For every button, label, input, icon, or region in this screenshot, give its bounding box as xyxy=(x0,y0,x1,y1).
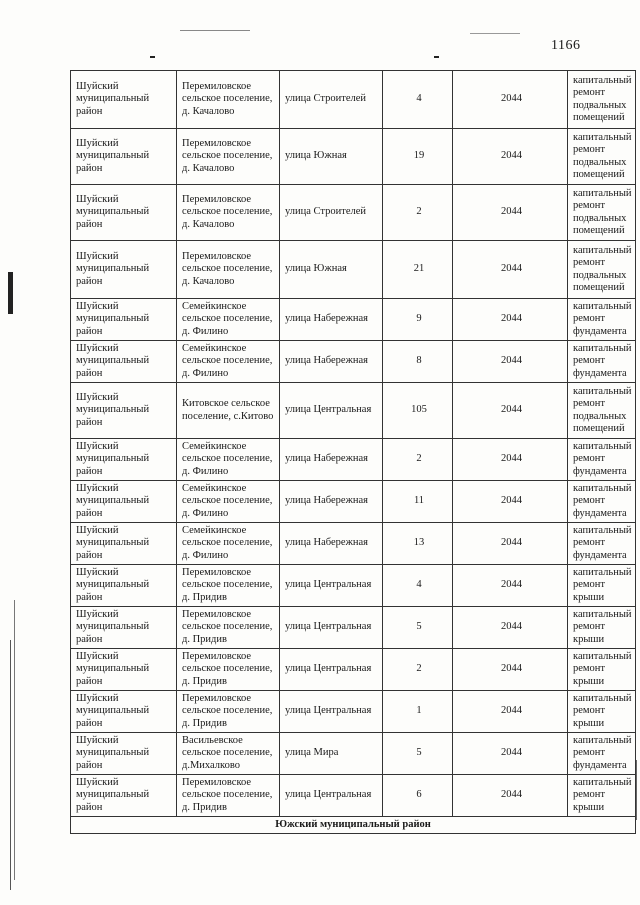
district-cell: Шуйский муниципальный район xyxy=(71,775,177,817)
settlement-cell: Перемиловское сельское поселение, д. Придив xyxy=(177,691,280,733)
house-number-cell: 4 xyxy=(383,565,453,607)
scan-mark-left-bar xyxy=(8,272,13,314)
table-row xyxy=(71,607,636,649)
year-cell: 2044 xyxy=(453,185,568,241)
work-type-cell: капитальный ремонт фундамента xyxy=(568,523,636,565)
house-number-cell: 6 xyxy=(383,775,453,817)
work-type-cell: капитальный ремонт подвальных помещений xyxy=(568,241,636,299)
table-row xyxy=(71,775,636,817)
street-cell: улица Набережная xyxy=(280,439,383,481)
house-number-cell: 8 xyxy=(383,341,453,383)
year-cell: 2044 xyxy=(453,341,568,383)
year-cell: 2044 xyxy=(453,383,568,439)
street-cell: улица Набережная xyxy=(280,299,383,341)
work-type-cell: капитальный ремонт фундамента xyxy=(568,299,636,341)
work-type-cell: капитальный ремонт фундамента xyxy=(568,439,636,481)
street-cell: улица Южная xyxy=(280,129,383,185)
table-row xyxy=(71,129,636,185)
settlement-cell: Васильевское сельское поселение, д.Михалково xyxy=(177,733,280,775)
repair-schedule-table xyxy=(70,70,636,834)
street-cell: улица Набережная xyxy=(280,523,383,565)
district-cell: Шуйский муниципальный район xyxy=(71,341,177,383)
table-row xyxy=(71,733,636,775)
district-cell: Шуйский муниципальный район xyxy=(71,607,177,649)
year-cell: 2044 xyxy=(453,71,568,129)
street-cell: улица Южная xyxy=(280,241,383,299)
street-cell: улица Центральная xyxy=(280,775,383,817)
table-row xyxy=(71,565,636,607)
house-number-cell: 19 xyxy=(383,129,453,185)
year-cell: 2044 xyxy=(453,565,568,607)
street-cell: улица Набережная xyxy=(280,341,383,383)
district-cell: Шуйский муниципальный район xyxy=(71,439,177,481)
scan-mark-right-line xyxy=(636,760,637,820)
house-number-cell: 13 xyxy=(383,523,453,565)
district-cell: Шуйский муниципальный район xyxy=(71,129,177,185)
settlement-cell: Семейкинское сельское поселение, д. Филино xyxy=(177,439,280,481)
table-row xyxy=(71,383,636,439)
year-cell: 2044 xyxy=(453,241,568,299)
scan-mark-top-dash xyxy=(150,56,155,58)
scan-mark-top-dash-2 xyxy=(434,56,439,58)
settlement-cell: Перемиловское сельское поселение, д. Придив xyxy=(177,565,280,607)
house-number-cell: 9 xyxy=(383,299,453,341)
work-type-cell: капитальный ремонт крыши xyxy=(568,607,636,649)
table-row xyxy=(71,481,636,523)
settlement-cell: Перемиловское сельское поселение, д. Качалово xyxy=(177,71,280,129)
settlement-cell: Семейкинское сельское поселение, д. Филино xyxy=(177,299,280,341)
street-cell: улица Набережная xyxy=(280,481,383,523)
district-cell: Шуйский муниципальный район xyxy=(71,185,177,241)
street-cell: улица Строителей xyxy=(280,185,383,241)
table-body xyxy=(71,71,636,834)
table-row xyxy=(71,523,636,565)
scan-mark-top-line xyxy=(180,30,250,31)
year-cell: 2044 xyxy=(453,607,568,649)
year-cell: 2044 xyxy=(453,129,568,185)
year-cell: 2044 xyxy=(453,649,568,691)
scan-mark-left-line xyxy=(10,640,11,890)
house-number-cell: 2 xyxy=(383,185,453,241)
district-cell: Шуйский муниципальный район xyxy=(71,733,177,775)
street-cell: улица Центральная xyxy=(280,383,383,439)
year-cell: 2044 xyxy=(453,733,568,775)
district-cell: Шуйский муниципальный район xyxy=(71,565,177,607)
district-cell: Шуйский муниципальный район xyxy=(71,481,177,523)
table-row xyxy=(71,691,636,733)
work-type-cell: капитальный ремонт крыши xyxy=(568,565,636,607)
section-title: Южский муниципальный район xyxy=(71,817,636,834)
street-cell: улица Центральная xyxy=(280,649,383,691)
street-cell: улица Центральная xyxy=(280,607,383,649)
house-number-cell: 11 xyxy=(383,481,453,523)
table-row xyxy=(71,439,636,481)
work-type-cell: капитальный ремонт подвальных помещений xyxy=(568,383,636,439)
scan-mark-left-line-2 xyxy=(14,600,15,880)
work-type-cell: капитальный ремонт крыши xyxy=(568,691,636,733)
settlement-cell: Перемиловское сельское поселение, д. Придив xyxy=(177,607,280,649)
house-number-cell: 105 xyxy=(383,383,453,439)
house-number-cell: 5 xyxy=(383,733,453,775)
district-cell: Шуйский муниципальный район xyxy=(71,649,177,691)
work-type-cell: капитальный ремонт крыши xyxy=(568,775,636,817)
year-cell: 2044 xyxy=(453,481,568,523)
street-cell: улица Центральная xyxy=(280,691,383,733)
year-cell: 2044 xyxy=(453,299,568,341)
work-type-cell: капитальный ремонт фундамента xyxy=(568,341,636,383)
table-row xyxy=(71,185,636,241)
settlement-cell: Перемиловское сельское поселение, д. Качалово xyxy=(177,185,280,241)
settlement-cell: Китовское сельское поселение, с.Китово xyxy=(177,383,280,439)
work-type-cell: капитальный ремонт подвальных помещений xyxy=(568,129,636,185)
district-cell: Шуйский муниципальный район xyxy=(71,71,177,129)
house-number-cell: 21 xyxy=(383,241,453,299)
work-type-cell: капитальный ремонт подвальных помещений xyxy=(568,71,636,129)
work-type-cell: капитальный ремонт подвальных помещений xyxy=(568,185,636,241)
table-row xyxy=(71,341,636,383)
year-cell: 2044 xyxy=(453,439,568,481)
table-row xyxy=(71,241,636,299)
district-cell: Шуйский муниципальный район xyxy=(71,691,177,733)
street-cell: улица Центральная xyxy=(280,565,383,607)
work-type-cell: капитальный ремонт фундамента xyxy=(568,733,636,775)
district-cell: Шуйский муниципальный район xyxy=(71,299,177,341)
section-row xyxy=(71,817,636,834)
page-number: 1166 xyxy=(551,38,581,53)
house-number-cell: 2 xyxy=(383,439,453,481)
district-cell: Шуйский муниципальный район xyxy=(71,523,177,565)
house-number-cell: 4 xyxy=(383,71,453,129)
district-cell: Шуйский муниципальный район xyxy=(71,241,177,299)
work-type-cell: капитальный ремонт крыши xyxy=(568,649,636,691)
street-cell: улица Строителей xyxy=(280,71,383,129)
house-number-cell: 2 xyxy=(383,649,453,691)
settlement-cell: Перемиловское сельское поселение, д. Качалово xyxy=(177,241,280,299)
year-cell: 2044 xyxy=(453,691,568,733)
table-row xyxy=(71,299,636,341)
street-cell: улица Мира xyxy=(280,733,383,775)
house-number-cell: 1 xyxy=(383,691,453,733)
year-cell: 2044 xyxy=(453,775,568,817)
scan-mark-top-line-2 xyxy=(470,33,520,34)
work-type-cell: капитальный ремонт фундамента xyxy=(568,481,636,523)
district-cell: Шуйский муниципальный район xyxy=(71,383,177,439)
settlement-cell: Перемиловское сельское поселение, д. Качалово xyxy=(177,129,280,185)
settlement-cell: Перемиловское сельское поселение, д. Придив xyxy=(177,775,280,817)
settlement-cell: Семейкинское сельское поселение, д. Филино xyxy=(177,481,280,523)
settlement-cell: Семейкинское сельское поселение, д. Филино xyxy=(177,523,280,565)
year-cell: 2044 xyxy=(453,523,568,565)
settlement-cell: Перемиловское сельское поселение, д. Придив xyxy=(177,649,280,691)
house-number-cell: 5 xyxy=(383,607,453,649)
table-row xyxy=(71,649,636,691)
settlement-cell: Семейкинское сельское поселение, д. Филино xyxy=(177,341,280,383)
table-row xyxy=(71,71,636,129)
